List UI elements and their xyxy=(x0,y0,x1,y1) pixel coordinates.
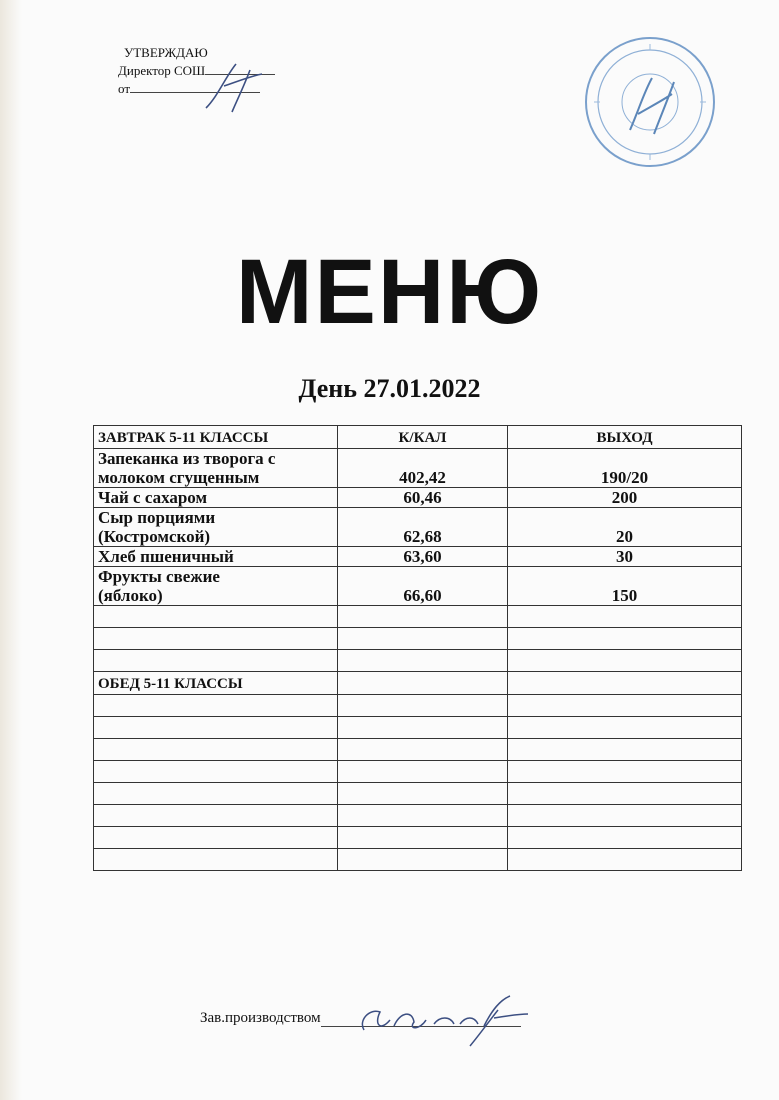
production-head-signature xyxy=(350,990,540,1050)
empty-row xyxy=(94,628,742,650)
table-header-row xyxy=(94,426,742,449)
table-row xyxy=(94,567,742,606)
empty-row xyxy=(94,805,742,827)
dish-name: Чай с сахаром xyxy=(94,488,338,508)
date-from-label: от xyxy=(118,81,131,96)
approve-label: УТВЕРЖДАЮ xyxy=(124,45,208,60)
empty-row xyxy=(94,827,742,849)
empty-row xyxy=(94,783,742,805)
dish-output: 20 xyxy=(508,508,742,547)
table-row xyxy=(94,547,742,567)
empty-row xyxy=(94,849,742,871)
dish-output: 30 xyxy=(508,547,742,567)
dish-kcal: 63,60 xyxy=(338,547,508,567)
dish-name: Сыр порциями (Костромской) xyxy=(94,508,338,547)
dish-output: 150 xyxy=(508,567,742,606)
table-row xyxy=(94,488,742,508)
dish-kcal: 62,68 xyxy=(338,508,508,547)
table-row xyxy=(94,449,742,488)
empty-row xyxy=(94,606,742,628)
page-edge-shadow xyxy=(0,0,22,1100)
dish-name: Фрукты свежие (яблоко) xyxy=(94,567,338,606)
empty-row xyxy=(94,717,742,739)
director-label: Директор СОШ xyxy=(118,63,206,78)
page-title: МЕНЮ xyxy=(235,241,544,343)
director-signature xyxy=(196,56,266,116)
dish-name: Хлеб пшеничный xyxy=(94,547,338,567)
empty-row xyxy=(94,695,742,717)
lunch-header-row xyxy=(94,672,742,695)
dish-output: 190/20 xyxy=(508,449,742,488)
empty-row xyxy=(94,761,742,783)
empty-row xyxy=(94,739,742,761)
dish-kcal: 66,60 xyxy=(338,567,508,606)
dish-name: Запеканка из творога с молоком сгущенным xyxy=(94,449,338,488)
menu-table xyxy=(93,425,742,871)
header-output: ВЫХОД xyxy=(508,426,742,449)
dish-output: 200 xyxy=(508,488,742,508)
header-lunch: ОБЕД 5-11 КЛАССЫ xyxy=(94,672,338,695)
production-head-label: Зав.производством xyxy=(200,1010,321,1026)
menu-date: День 27.01.2022 xyxy=(298,374,481,403)
empty-row xyxy=(94,650,742,672)
dish-kcal: 60,46 xyxy=(338,488,508,508)
school-seal-stamp xyxy=(582,22,722,172)
header-kcal: К/КАЛ xyxy=(338,426,508,449)
table-row xyxy=(94,508,742,547)
header-breakfast: ЗАВТРАК 5-11 КЛАССЫ xyxy=(94,426,338,449)
dish-kcal: 402,42 xyxy=(338,449,508,488)
